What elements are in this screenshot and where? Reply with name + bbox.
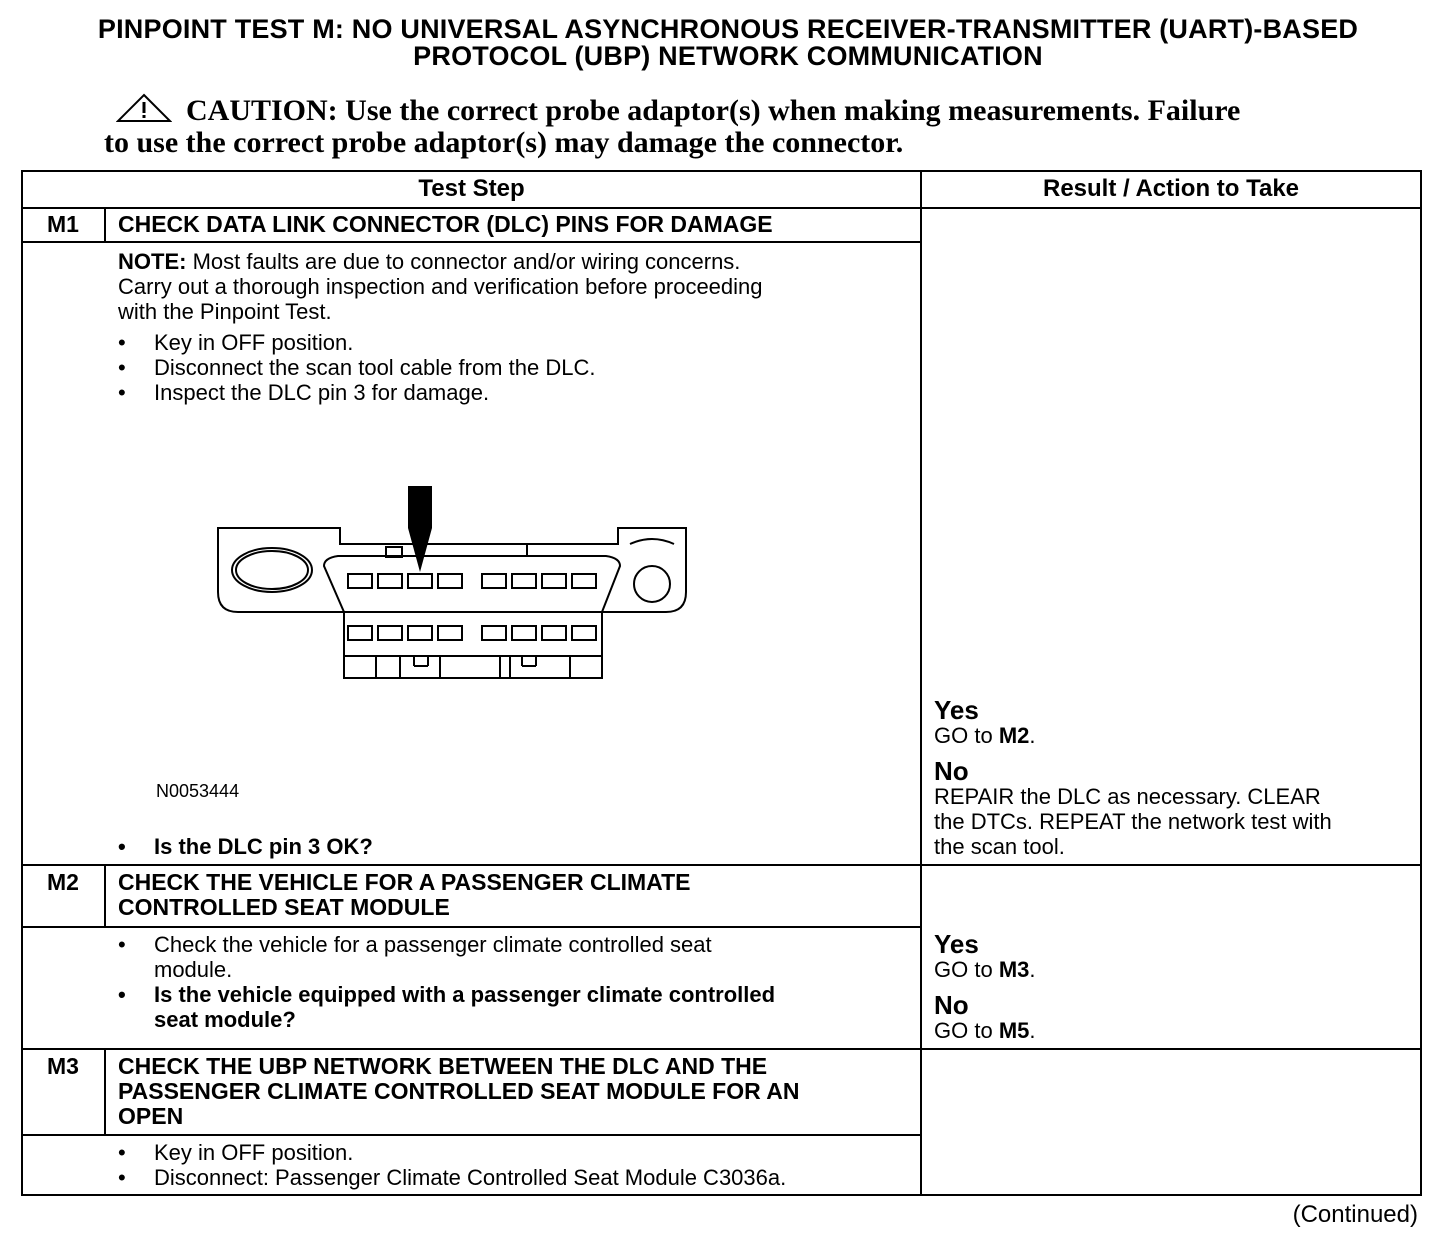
arrow-down-icon: [408, 486, 432, 572]
step-id-m1: M1: [47, 211, 79, 237]
title-line-2: PROTOCOL (UBP) NETWORK COMMUNICATION: [413, 41, 1043, 71]
caution-text-line-2: to use the correct probe adaptor(s) may damage the connector.: [104, 126, 904, 159]
m1-id-divider: [104, 207, 106, 243]
m2-bullet-1-line-1: • Check the vehicle for a passenger climate controlled seat: [154, 932, 712, 957]
title-line-1: PINPOINT TEST M: NO UNIVERSAL ASYNCHRONOUS RECEIVER-TRANSMITTER (UART)-BASED: [97, 14, 1359, 44]
page-title: [0, 16, 1456, 70]
m1-bullet-3: • Inspect the DLC pin 3 for damage.: [118, 380, 908, 405]
m1-note-line-1: Most faults are due to connector and/or wiring concerns.: [192, 249, 741, 274]
m2-no-label: No: [934, 990, 969, 1020]
warning-triangle-icon: [116, 93, 172, 123]
m1-result: Yes GO to M2. No REPAIR the DLC as necessary. CLEAR the DTCs. REPEAT the network test with the scan tool.: [934, 697, 1404, 859]
m2-bullet-1: [118, 932, 908, 982]
m1-heading: CHECK DATA LINK CONNECTOR (DLC) PINS FOR DAMAGE: [118, 211, 773, 237]
m3-instructions: [118, 1140, 908, 1190]
m3-bullet-1: • Key in OFF position.: [118, 1140, 908, 1165]
header-result-action: Result / Action to Take: [1042, 175, 1300, 202]
m3-bullet-2: • Disconnect: Passenger Climate Controlled Seat Module C3036a.: [118, 1165, 908, 1190]
m2-bullet-1-line-2: module.: [154, 957, 233, 982]
m1-note-line-2: Carry out a thorough inspection and verification before proceeding: [118, 274, 763, 299]
m2-id-divider: [104, 864, 106, 928]
m3-heading-line-2: PASSENGER CLIMATE CONTROLLED SEAT MODULE FOR AN: [118, 1078, 800, 1104]
header-test-step: Test Step: [418, 175, 525, 202]
caution-label: CAUTION:: [186, 94, 338, 127]
m2-no-target: M5: [998, 1018, 1030, 1043]
m1-heading-divider: [21, 241, 921, 243]
figure-code: N0053444: [156, 781, 240, 801]
m2-instructions: [118, 932, 908, 1032]
m2-row-divider: [21, 1048, 1422, 1050]
m3-id-divider: [104, 1048, 106, 1136]
m1-yes-go-to: GO to: [934, 723, 993, 748]
m1-question: • Is the DLC pin 3 OK?: [118, 834, 908, 859]
m2-heading-divider: [21, 926, 921, 928]
m2-question-line-2: seat module?: [154, 1007, 296, 1032]
m1-bullet-1: • Key in OFF position.: [118, 330, 908, 355]
m1-instructions: [118, 249, 908, 405]
m3-heading: [118, 1054, 908, 1129]
m1-row-divider: [21, 864, 1422, 866]
m1-note-label: NOTE:: [118, 249, 187, 274]
caution-text-line-1: Use the correct probe adaptor(s) when making measurements. Failure: [345, 94, 1241, 127]
caution-notice: [104, 95, 1334, 159]
m3-heading-line-1: CHECK THE UBP NETWORK BETWEEN THE DLC AND THE: [118, 1053, 768, 1079]
m1-bullet-2: • Disconnect the scan tool cable from the DLC.: [118, 355, 908, 380]
m2-yes-target: M3: [998, 957, 1030, 982]
m2-no-go-to: GO to: [934, 1018, 993, 1043]
m1-no-line-3: the scan tool.: [934, 834, 1065, 859]
m1-question-block: [118, 834, 908, 859]
m2-result: Yes GO to M3. No GO to M5.: [934, 931, 1404, 1043]
m2-yes-label: Yes: [934, 929, 979, 959]
header-divider: [21, 207, 1422, 209]
m1-no-line-1: REPAIR the DLC as necessary. CLEAR: [934, 784, 1321, 809]
m2-heading: [118, 870, 908, 920]
m1-no-label: No: [934, 756, 969, 786]
m1-no-line-2: the DTCs. REPEAT the network test with: [934, 809, 1332, 834]
step-id-m3: M3: [47, 1053, 79, 1079]
m1-yes-label: Yes: [934, 695, 979, 725]
m1-note-line-3: with the Pinpoint Test.: [118, 299, 332, 324]
m2-heading-line-2: CONTROLLED SEAT MODULE: [118, 894, 450, 920]
m3-heading-line-3: OPEN: [118, 1103, 184, 1129]
m2-heading-line-1: CHECK THE VEHICLE FOR A PASSENGER CLIMATE: [118, 869, 691, 895]
step-id-m2: M2: [47, 869, 79, 895]
dlc-connector-illustration: [200, 480, 700, 690]
m2-yes-go-to: GO to: [934, 957, 993, 982]
m2-question: [118, 982, 908, 1032]
m2-question-line-1: • Is the vehicle equipped with a passenger climate controlled: [154, 982, 776, 1007]
continued-label: (Continued): [1292, 1201, 1418, 1228]
m3-heading-divider: [21, 1134, 921, 1136]
m1-yes-target: M2: [998, 723, 1030, 748]
column-divider: [920, 170, 922, 1196]
